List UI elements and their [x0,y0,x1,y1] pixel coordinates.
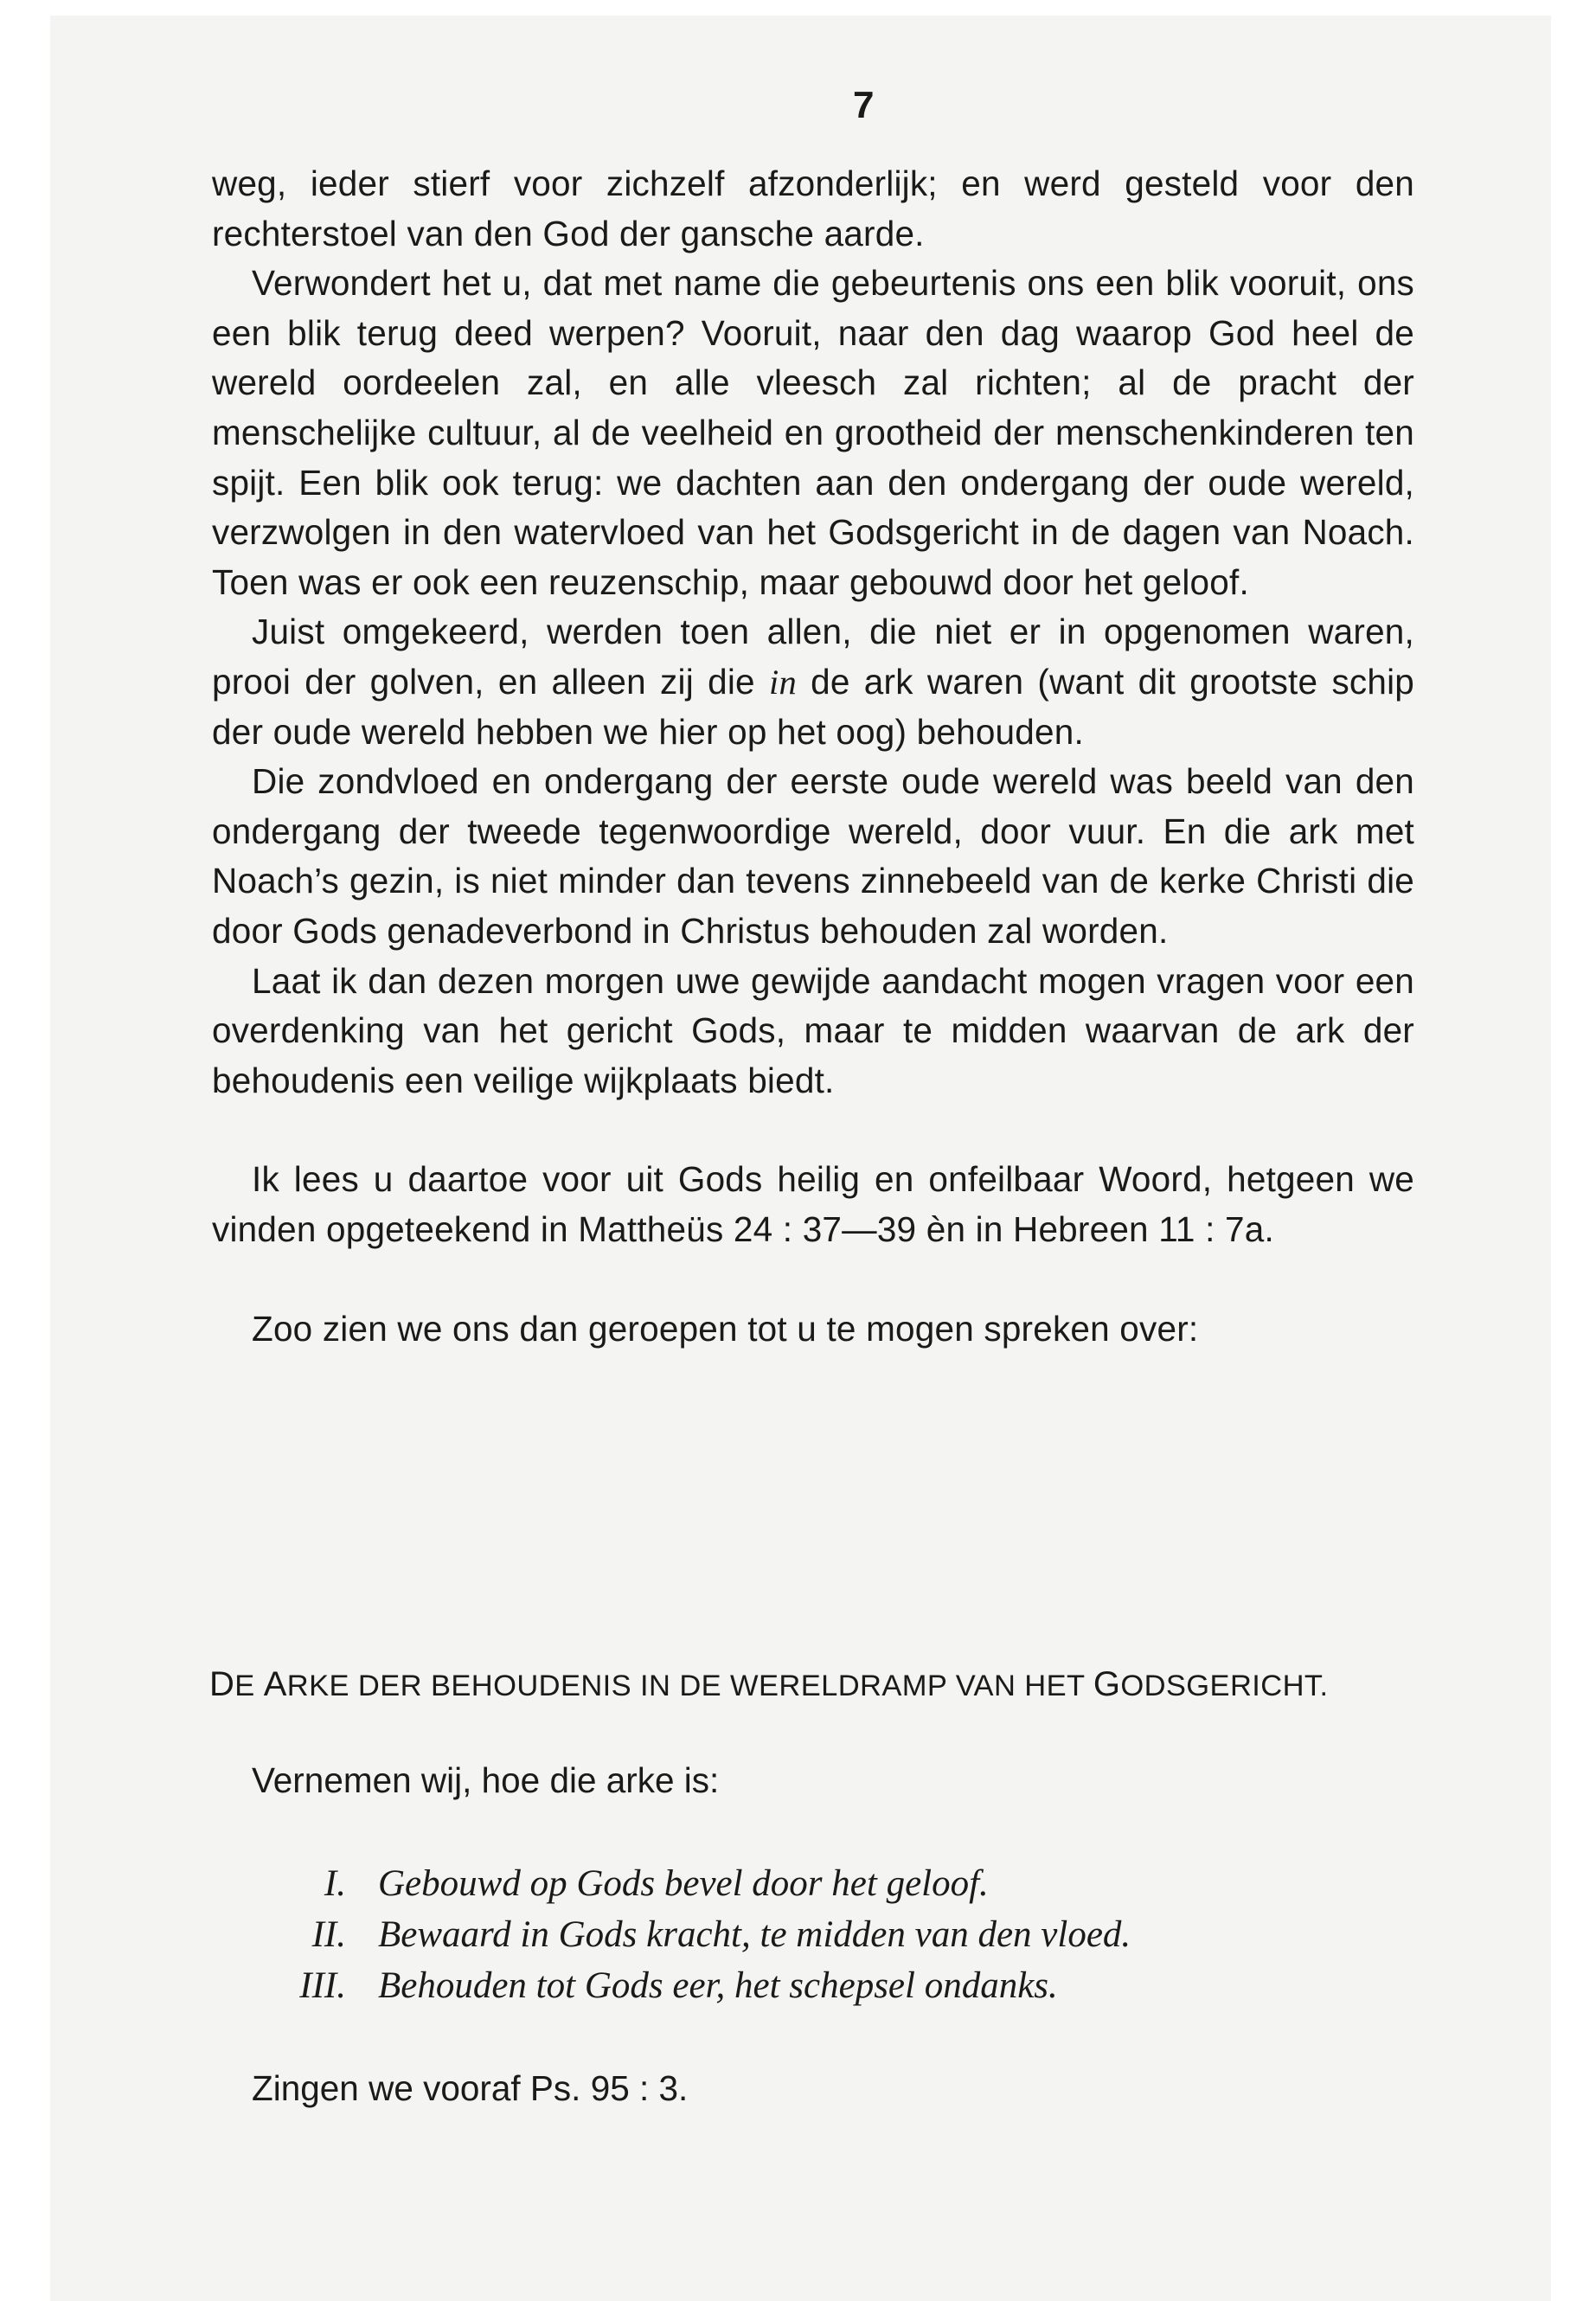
sermon-outline [260,1858,1384,2011]
point-numeral: III. [299,1965,346,2006]
paragraph-4: Die zondvloed en ondergang der eerste oude wereld was beeld van den ondergang der tweede tegenwoordige wereld, door vuur. En die ark met Noach’s gezin, is niet minder dan tevens zinnebeeld van de kerke Christi die door Gods genadeverbond in Christus behouden zal worden. [212,761,1414,951]
point-numeral: II. [311,1914,346,1955]
paragraph-6: Ik lees u daartoe voor uit Gods heilig en onfeilbaar Woord, hetgeen we vinden opgeteekend in Mattheüs 24 : 37—39 èn in Hebreen 11 : 7a. [212,1159,1414,1249]
title-part: D [209,1665,235,1703]
point-numeral: I. [324,1863,346,1904]
title-part: ODSGERICHT. [1120,1670,1329,1702]
paragraph-3 [212,607,1414,757]
closing-line: Zingen we vooraf Ps. 95 : 3. [252,2068,689,2108]
page-number: 7 [853,84,875,126]
body-text [212,159,1414,1355]
emphasis-in: in [769,662,797,702]
paragraph-3-end: de ark waren (want dit grootste schip der oude wereld hebben we hier op het oog) behouden. [212,661,1414,752]
outline-intro: Vernemen wij, hoe die arke is: [252,1760,720,1800]
point-text: Behouden tot Gods eer, het schepsel ondanks. [378,1965,1058,2006]
paragraph-1: weg, ieder stierf voor zichzelf afzonderlijk; en werd gesteld voor den rechterstoel van den God der gansche aarde. [212,163,1414,253]
point-text: Bewaard in Gods kracht, te midden van den vloed. [378,1914,1131,1955]
title-part: E [234,1670,264,1702]
title-part: RKE DER BEHOUDENIS IN DE WERELDRAMP VAN HET [286,1670,1093,1702]
sermon-title [209,1665,1416,1704]
title-part: G [1093,1665,1121,1703]
outline-point [260,1858,1384,1909]
paragraph-7: Zoo zien we ons dan geroepen tot u te mogen spreken over: [252,1309,1199,1349]
paragraph-3-start: Juist omgekeerd, werden toen allen, die niet er in opgenomen waren, prooi der golven, en alleen zij die [212,612,1414,702]
point-text: Gebouwd op Gods bevel door het geloof. [378,1863,989,1904]
title-part: A [263,1665,287,1703]
paragraph-5: Laat ik dan dezen morgen uwe gewijde aandacht mogen vragen voor een overdenking van het gericht Gods, maar te midden waarvan de ark der behoudenis een veilige wijkplaats biedt. [212,960,1414,1100]
outline-point [260,1960,1384,2011]
paragraph-2: Verwondert het u, dat met name die gebeurtenis ons een blik vooruit, ons een blik terug deed werpen? Vooruit, naar den dag waarop God heel de wereld oordeelen zal, en alle vleesch zal richten; al de pracht der menschelijke cultuur, al de veelheid en grootheid der menschenkinderen ten spijt. Een blik ook terug: we dachten aan den ondergang der oude wereld, verzwolgen in den watervloed van het Godsgericht in de dagen van Noach. Toen was er ook een reuzenschip, maar gebouwd door het geloof. [212,263,1414,602]
outline-point [260,1909,1384,1960]
